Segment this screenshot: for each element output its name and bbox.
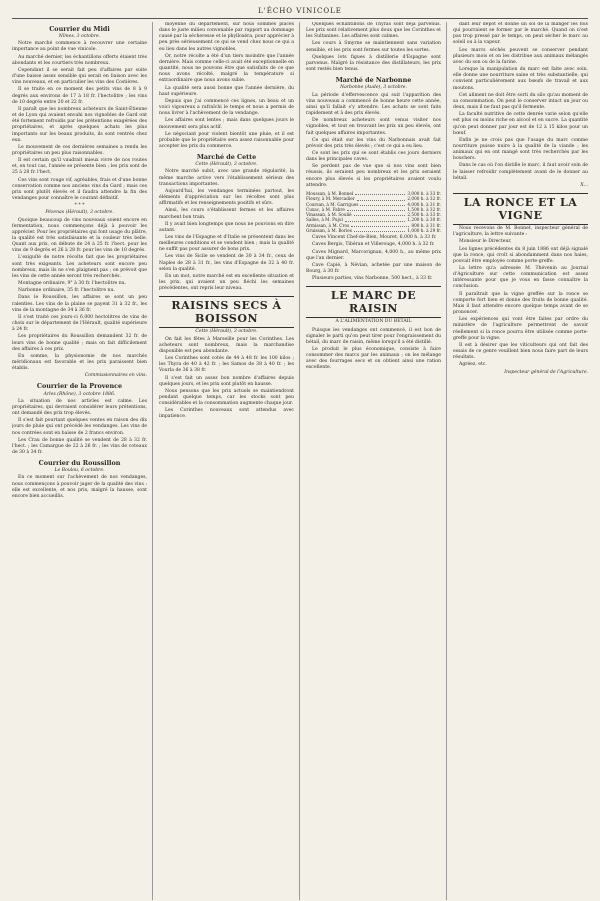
dateline: Cette (Hérault), 3 octobre. [195,329,258,335]
dateline: Cette (Hérault), 3 octobre. [195,162,258,168]
paragraph: Les vins de Sicile se vendent de 30 à 34 fr., ceux de Naples de 28 à 31 fr., les vins d'Espagne de 32 à 40 fr. selon la qualité. [159,254,294,272]
paragraph: Lorsque la manipulation du marc est faite avec soin, elle donne une nourriture saine et très substantielle, qui convient particulièrement aux bœufs de travail et aux moutons. [453,67,588,91]
paragraph: Il est à désirer que les viticulteurs qui ont fait des essais de ce genre veuillent bien nous faire part de leurs résultats. [453,342,588,361]
section-heading: Courrier du Roussillon [38,459,121,468]
header-rule [12,18,588,19]
price-row: Fleury, à M. Mercadier 2,000 h. à 32 fr. [306,196,441,202]
price-row: Salles, à M. Pujol 1,200 h. à 30 fr. [306,217,441,223]
paragraph: Il est certain qu'il vaudrait mieux vivre de nos routes et, en tout cas, l'année se présente bien ; les prix sont de 25 à 28 fr. l'hect. [12,158,147,176]
paragraph: Les expériences qui vont être faites par ordre du ministère de l'agriculture permettront de savoir réellement si la ronce pourra être utilisée comme porte-greffe pour la vigne. [453,317,588,341]
paragraph: Il paraîtrait que la vigne greffée sur la ronce se comporte fort bien et donne des fruits de bonne qualité. Mais il faut attendre encore quelque temps avant de se prononcer. [453,291,588,316]
dateline: Arles (Rhône), 3 octobre 1886. [43,391,116,397]
paragraph: Quelques lots figues à distillerie d'Espagne sont parvenus. Malgré la résistance des distillateurs, les prix sont restés bien tenus. [306,54,441,73]
column-1 [12,22,153,900]
paragraph: Caves Mignard, Marcorignan, 4,000 h., au même prix que l'an dernier. [306,249,441,261]
paragraph: moyenne du département, sur nous sommes placés dans le juste milieu convenable par rapport au dommage causé par la sécheresse et le phylloxéra, pour apprécier à peu près sérieusement ce qui se vend chez nous ce qui a eu lieu dans les autres vignobles. [159,22,294,52]
paragraph: Narbonne ordinaire, 35 fr. l'hectolitre nu. [18,288,115,294]
paragraph: Dans le Roussillon, les affaires se sont un peu ralenties. Les vins de la plaine se payent 31 à 32 fr., les vins de la montagne de 34 à 36 fr. [12,295,147,313]
paragraph: On fait les fêtes à Marseille pour les Corinthes. Les acheteurs sont nombreux, mais la marchandise disponible est peu abondante. [159,336,294,354]
paragraph: Les lignes précédentes du 8 juin 1886 ont déjà signalé que la ronce, qui croît si abondamment dans nos haies, pouvait être employée comme porte-greffe. [453,246,588,264]
section-banner: RAISINS SECS À BOISSON [159,296,294,328]
paragraph: Cave Capié, à Névian, achetée par une maison de Bourg, à 30 fr. [306,262,441,275]
paragraph: Les marcs séchés peuvent se conserver pendant plusieurs mois et on les distribue aux animaux mélangés avec du son ou de la farine. [453,47,588,65]
paragraph: Aujourd'hui, les vendanges terminées partout, les éléments d'appréciation sur les récoltes sont plus affirmatifs et les renseignements positifs et sûrs. [159,188,294,207]
price-row: Gruissan, à M. Bories 1,000 h. à 29 fr. [306,227,441,233]
paragraph: Depuis que j'ai commencé ces lignes, un beau et un voici vigoureux a rafraîchi le temps et nous a permis de nous livrer à l'achèvement de la vendange. [159,98,294,117]
paragraph: Puisque les vendanges ont commencé, il est bon de signaler le parti qu'on peut tirer pour l'engraissement du bétail, du marc de raisin, même lorsqu'il a été distillé. [306,327,441,345]
paragraph: Ces vins sont rouge vif, agréables, frais et d'une bonne conservation comme nos anciens vins du Gard ; mais ces prix sont plutôt élevés et il faudra attendre la fin des vendanges pour connaître le courant définitif. [12,177,147,202]
column-2 [159,22,300,900]
dateline: Narbonne (Aude), 3 octobre. [340,85,407,91]
paragraph: En un mot, notre marché est en excellente situation et les prix, qui avaient un peu fléchi les semaines précédentes, ont repris leur niveau. [159,273,294,292]
paragraph: Ainsi, les cours s'établissent fermes et les affaires marchent bon train. [159,208,294,220]
paragraph: Montagne ordinaire, 9° à 30 fr. l'hectolitre nu. [18,281,127,287]
paragraph: La lettre qu'a adressée M. Thévenin au Journal d'Agriculture sur cette communication est assez intéressante pour que je vous en fasse connaître la conclusion. [453,266,588,290]
columns [12,22,588,900]
paragraph: Caves Vincent Chef-de-Bien, Mouret, 6,000 h. à 33 fr. [312,235,437,241]
paragraph: Les Corinthes sont cotés de 44 à 48 fr. les 100 kilos ; les Thyra de 40 à 42 fr. ; les Samos de 38 à 40 fr. ; les Vourla de 36 à 38 fr. [159,356,294,374]
dateline: Le Boulou, 6 octobre. [54,468,105,474]
paragraph: Les propriétaires du Roussillon demandent 32 fr. de leurs vins de bonne qualité ; mais on fait difficilement des affaires à ces prix. [12,334,147,352]
paragraph: Caves Bergis, Tibéran et Villerouge, 4,000 h. à 32 fr. [312,242,435,248]
paragraph: Il se traite en ce moment des petits vins de 8 à 9 degrés aux environs de 17 à 18 fr. l'hectolitre ; les vins de 10 degrés entre 20 et 22 fr. [12,87,147,105]
paragraph: Les Crau de bonne qualité se vendent de 28 à 32 fr. l'hect. ; les Camargue de 22 à 26 fr. ; les vins de coteaux de 30 à 34 fr. [12,437,147,455]
section-heading: Marché de Narbonne [335,76,412,85]
price-row: Vinassan, à M. Soulié 2,500 h. à 33 fr. [306,212,441,218]
newspaper-title: L'ÉCHO VINICOLE [258,7,342,15]
paragraph: Les cours à Smyrne se maintiennent sans variation sensible, et les prix sont fermes sur toutes les sortes. [306,41,441,53]
paragraph: Or, notre récolte a été d'un tiers moindre que l'année dernière. Mais comme celle-ci avait été exceptionnelle en quantité, nous ne pouvons être que satisfaits de ce que nous avons récolté, malgré la température si extraordinaire que nous avons subie. [159,53,294,84]
signature: Commissionnaires en vins. [84,373,147,379]
price-row: Armissan, à M. Cros 800 h. à 31 fr. [306,222,441,228]
paragraph: Ce sont les prix qui se sont établis ces jours derniers dans les principales caves. [306,150,441,163]
section-heading: Courrier du Midi [49,25,110,33]
signature: Inspecteur général de l'Agriculture. [504,369,588,375]
signature: X... [580,182,588,188]
paragraph: Agréez, etc. [459,362,487,368]
price-row: Moussan, à M. Bonnel 3,000 h. à 33 fr. [306,190,441,196]
price-list [306,191,441,233]
column-3 [306,22,447,900]
paragraph: Enfin je ne crois pas que l'usage du marc comme nourriture puisse nuire à la qualité de la viande ; les animaux qui en ont mangé sont très recherchés par les bouchers. [453,137,588,162]
paragraph: Quelques échantillons de Thyras sont déjà parvenus. Les prix sont relativement plus doux que les Corinthes et les Sultanines. Les affaires sont calmes. [306,22,441,40]
paragraph: Plusieurs parties, vins Narbonne, 500 hect., à 33 fr. [312,276,433,282]
paragraph: Cependant il se serait fait peu d'affaires par suite d'une baisse assez sensible qui serait en liaison avec les vins nouveaux, et en particulier les vins des Costières. [12,67,147,86]
paragraph: Ce qui était sur les vins du Narbonnais avait fait prévoir des prix très élevés ; c'est ce qui a eu lieu. [306,137,441,149]
dateline: Pézenas (Hérault), 3 octobre. [45,210,114,216]
paragraph: Le négociant pour violent bientôt une pluie, et il est probable que le propriétaire sera assez raisonnable pour accepter les prix du commerce. [159,131,294,149]
price-row: Coursan, à M. Garrigues 4,000 h. à 31 fr. [306,201,441,207]
paragraph: Quoique beaucoup de vins nouveaux soient encore en fermentation, nous commençons déjà à pouvoir les apprécier. Pour les propriétaires qui font usage du plâtre, la qualité est très satisfaisante et la couleur très belle. Quant aux prix, on débute de 24 à 25 fr. l'hect. pour les vins de 9 degrés et 26 à 28 fr. pour les vins de 10 degrés. [12,217,147,254]
paragraph: Notre marché commence à recouvrer une certaine importance au point de vue vinicole. [12,41,147,53]
paragraph: En somme, la physionomie de nos marchés méridionaux est favorable et les prix paraissent bien établis. [12,353,147,372]
paragraph: La qualité sera aussi bonne que l'année dernière, du haut supérieure. [159,85,294,97]
section-subtitle: A L'ALIMENTATION DU BÉTAIL [335,319,412,325]
section-heading: Courrier de la Provence [36,382,123,391]
paragraph: Nous pensons que les prix actuels se maintiendront pendant quelque temps, car les stocks sont peu considérables et la consommation augmente chaque jour. [159,388,294,407]
paragraph: Il s'est traité ces jours-ci 6,000 hectolitres de vins de choix sur le département de l'Hérault, qualité supérieure à 24 fr. [12,314,147,333]
paragraph: Cet aliment ne doit être sorti du silo qu'au moment de sa consommation. On peut le conserver intact un jour ou deux, mais il ne faut pas qu'il fermente. [453,92,588,111]
column-4 [453,22,588,900]
section-banner: LE MARC DE RAISIN [306,286,441,318]
paragraph: Les Corinthes nouveaux sont attendus avec impatience. [159,408,294,420]
paragraph: Au marché dernier, les échantillons offerts étaient très abondants et les courtiers très nombreux. [12,54,147,66]
section-heading: Marché de Cette [196,153,257,162]
paragraph: Il y avait bien longtemps que nous ne pouvions en dire autant. [159,221,294,233]
paragraph: Il s'est fait un assez bon nombre d'affaires depuis quelques jours, et les prix sont plutôt en hausse. [159,375,294,387]
price-row: Cuxac, à M. Fabre 1,500 h. à 32 fr. [306,206,441,212]
page-header [12,6,588,16]
paragraph: De nombreux acheteurs sont venus visiter nos vignobles, et tout en trouvant les prix un peu élevés, ont fait quelques affaires importantes. [306,118,441,136]
paragraph: La situation de nos articles est calme. Les propriétaires, qui devraient considérer leurs prétentions, ont demandé des prix trop élevés. [12,398,147,417]
separator-stars: * * * [74,203,85,209]
paragraph: Il s'est fait pourtant quelques ventes en raison des dix jours de pluie qui ont précédé les vendanges. Les vins de nos contrées sont en baisse de 2 francs environ. [12,418,147,436]
paragraph: L'exiguïté de notre récolte fait que les propriétaires sont très exigeants. Les acheteurs sont encore peu nombreux, mais ils ne s'en plaignent pas ; on prévoit que les vins de cette année seront très recherchés. [12,255,147,279]
section-banner: LA RONCE ET LA VIGNE [453,193,588,225]
paragraph: Monsieur le Directeur, [459,239,512,245]
paragraph: Nous recevons de M. Bonnet, inspecteur général de l'agriculture, la lettre suivante : [453,226,588,238]
paragraph: Dans le cas où l'on distille le marc, il faut avoir soin de le laisser refroidir complètement avant de le donner au bétail. [453,163,588,181]
paragraph: Se perdent pas de vue que si nos vins sont bien réussis, ils seraient peu nombreux et les prix seraient encore plus élevés si les propriétaires avaient voulu attendre. [306,164,441,188]
paragraph: La faculté nutritive de cette denrée varie selon qu'elle est plus ou moins riche en alcool et en sucre. La quantité qu'on peut donner par jour est de 12 à 15 kilos pour un bœuf. [453,112,588,136]
paragraph: Les affaires sont lentes ; mais dans quelques jours le mouvement sera plus actif. [159,118,294,130]
paragraph: Le produit le plus économique, consiste à faire consommer des marcs par les animaux ; on les mélange avec des fourrages secs et on obtient ainsi une ration excellente. [306,347,441,371]
dateline: Nîmes, 3 octobre. [58,34,101,40]
paragraph: Les vins de l'Espagne et d'Italie se présentent dans les meilleures conditions et se vendent bien ; mais la qualité ne suffit pas pour assurer de bons prix. [159,235,294,253]
paragraph: En ce moment sur l'achèvement de nos vendanges, nous commençons à pouvoir juger de la qualité des vins : elle est excellente, et nos prix, malgré la hausse, sont encore bien accueillis. [12,475,147,499]
paragraph: Notre marché subit, avec une grande régularité, la même marche active vers l'établissement sérieux des transactions importantes. [159,169,294,187]
paragraph: Le mouvement de ces dernières semaines a rendu les propriétaires un peu plus raisonnables. [12,144,147,156]
paragraph: La période d'effervescence qui suit l'apparition des vins nouveaux a commencé de bonne heure cette année, ainsi qu'il fallait s'y attendre. Les achats se sont faits rapidement et à des prix élevés. [306,92,441,117]
paragraph: Il paraît que les nombreux acheteurs de Saint-Étienne et de Lyon qui avaient envahi nos vignobles de Gard ont été fortement refroidis par les prétentions exagérées des propriétaires, et après quelques achats les plus importants sur les beaux produits, ils sont rentrés chez eux. [12,106,147,143]
paragraph: dant leur dépôt et donné un sol de la manger les fois qui pourraient se former par le marché. Quand on n'est pas trop pressé par le temps, on peut sécher le marc au soleil ou à la vapeur. [453,22,588,46]
